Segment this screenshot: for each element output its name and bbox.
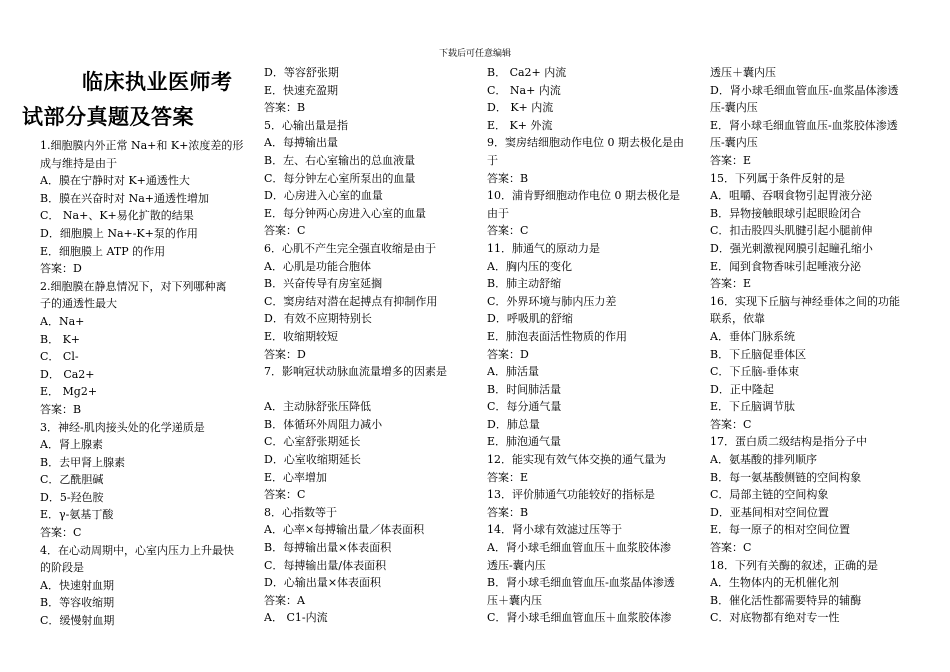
text-line: B． Ca2+ 内流	[487, 66, 567, 79]
text-line: A．每搏输出量	[264, 136, 338, 150]
text-line: A．胸内压的变化	[487, 259, 572, 273]
text-line: 2.细胞膜在静息情况下，对下列哪种离	[40, 279, 227, 293]
text-line: D．心室收缩期延长	[264, 453, 361, 467]
text-line: D．5-羟色胺	[40, 490, 104, 504]
text-line: 7．影响冠状动脉血流量增多的因素是	[264, 365, 447, 379]
text-line: 17．蛋白质二级结构是指分子中	[710, 435, 867, 449]
text-line: E．每一原子的相对空间位置	[710, 523, 851, 537]
text-line: D．正中隆起	[710, 382, 774, 396]
text-line: A．生物体内的无机催化剂	[710, 576, 839, 590]
text-line: 答案：A	[264, 593, 305, 607]
text-line: 答案：C	[264, 224, 306, 238]
text-line: 联系，依靠	[710, 312, 765, 326]
text-line: 1.细胞膜内外正常 Na+和 K+浓度差的形	[40, 139, 244, 152]
text-line: E．肾小球毛细血管血压-血浆胶体渗透	[710, 118, 898, 132]
text-line: E．肺泡表面活性物质的作用	[487, 329, 628, 343]
text-line: E． K+ 外流	[487, 118, 553, 132]
page-header: 下载后可任意编辑	[438, 49, 511, 59]
text-line: A．肾上腺素	[40, 438, 103, 452]
text-line: E．闻到食物香味引起唾液分泌	[710, 259, 862, 273]
text-line: 压-囊内压	[710, 101, 758, 115]
text-line: E．细胞膜上 ATP 的作用	[40, 244, 166, 258]
text-line: 答案：C	[264, 488, 306, 502]
text-line: 13．评价肺通气功能较好的指标是	[487, 488, 655, 502]
text-line: C．每搏输出量/体表面积	[264, 558, 387, 572]
text-line: 5．心输出量是指	[264, 118, 348, 132]
text-line: D．心房进入心室的血量	[264, 189, 383, 203]
text-line: C．下丘脑-垂体束	[710, 365, 800, 379]
text-line: E． Mg2+	[40, 385, 98, 399]
text-line: 6．心肌不产生完全强直收缩是由于	[264, 241, 436, 255]
text-line: B．每一氨基酸侧链的空间构象	[710, 470, 862, 484]
text-line: 9．窦房结细胞动作电位 0 期去极化是由	[487, 136, 684, 150]
text-line: C． Cl-	[40, 350, 79, 364]
text-line: B．异物接触眼球引起眼睑闭合	[710, 206, 862, 220]
text-line: B．每搏输出量×体表面积	[264, 541, 392, 555]
text-line: 的阶段是	[40, 561, 84, 575]
text-line: 18．下列有关酶的叙述，正确的是	[710, 558, 878, 572]
text-line: 答案：D	[264, 347, 306, 361]
text-line: 答案：D	[40, 262, 82, 276]
text-line: E．心率增加	[264, 470, 328, 484]
text-line: A．咀嚼、吞咽食物引起胃液分泌	[710, 189, 872, 203]
text-line: A．氨基酸的排列顺序	[710, 453, 817, 467]
text-line: A．主动脉舒张压降低	[264, 400, 371, 414]
text-line: 压-囊内压	[710, 136, 758, 150]
text-line	[264, 381, 489, 399]
text-line: 10．浦肯野细胞动作电位 0 期去极化是	[487, 189, 680, 203]
document-title-line-1: 临床执业医师考	[82, 70, 233, 94]
text-line: B．等容收缩期	[40, 596, 115, 610]
text-column-4	[710, 64, 935, 627]
text-line: A．Na+	[40, 314, 85, 328]
document-title-line-2: 试部分真题及答案	[22, 105, 194, 129]
text-line: 14．肾小球有效滤过压等于	[487, 523, 622, 537]
text-line: 透压＋囊内压	[710, 66, 776, 79]
text-line: 压＋囊内压	[487, 593, 542, 607]
text-line: C． Na+、K+易化扩散的结果	[40, 209, 194, 223]
text-line: D．呼吸肌的舒缩	[487, 312, 573, 326]
text-line: 于	[487, 153, 498, 167]
text-line: 4．在心动周期中，心室内压力上升最快	[40, 543, 234, 557]
text-line: B．去甲肾上腺素	[40, 455, 126, 469]
text-line: C．心室舒张期延长	[264, 435, 361, 449]
text-line: 答案：E	[710, 277, 752, 291]
text-line: D．肺总量	[487, 417, 540, 431]
text-line: A．肺活量	[487, 365, 539, 379]
text-line: D．亚基间相对空间位置	[710, 505, 829, 519]
text-line: 成与维持是由于	[40, 156, 117, 170]
text-line: C．每分通气量	[487, 400, 562, 414]
text-line: E．收缩期较短	[264, 329, 339, 343]
text-line: 答案：C	[710, 541, 752, 555]
text-line: 8．心指数等于	[264, 505, 337, 519]
text-line: D．细胞膜上 Na+-K+泵的作用	[40, 226, 198, 240]
text-line: C．缓慢射血期	[40, 614, 115, 628]
text-line: 12．能实现有效气体交换的通气量为	[487, 453, 666, 467]
text-line: C．扣击股四头肌腱引起小腿前伸	[710, 224, 873, 238]
text-line: 答案：E	[710, 153, 752, 167]
text-line: 答案：E	[487, 470, 529, 484]
text-line: C．窦房结对潜在起搏点有抑制作用	[264, 294, 438, 308]
text-line: C．乙酰胆碱	[40, 473, 104, 487]
text-line: 答案：B	[40, 402, 82, 416]
text-line: 透压-囊内压	[487, 558, 546, 572]
text-line: A．膜在宁静时对 K+通透性大	[40, 174, 190, 188]
text-line: B．催化活性都需要特异的辅酶	[710, 593, 862, 607]
text-line: B．时间肺活量	[487, 382, 562, 396]
text-line: 答案：B	[264, 101, 306, 115]
text-line: A．垂体门脉系统	[710, 329, 795, 343]
text-line: A．肾小球毛细血管血压＋血浆胶体渗	[487, 541, 671, 555]
text-line: 由于	[487, 206, 509, 220]
text-line: D．有效不应期特别长	[264, 312, 372, 326]
text-column-2	[264, 64, 489, 627]
text-line: B． K+	[40, 332, 81, 346]
text-line: B．肾小球毛细血管血压-血浆晶体渗透	[487, 576, 675, 590]
text-line: 答案：C	[487, 224, 529, 238]
text-line: 3．神经-肌肉接头处的化学递质是	[40, 420, 205, 434]
text-line: 16．实现下丘脑与神经垂体之间的功能	[710, 294, 900, 308]
text-line: A．心肌是功能合胞体	[264, 259, 371, 273]
text-line: 15．下列属于条件反射的是	[710, 171, 845, 185]
text-line: C．肾小球毛细血管血压＋血浆胶体渗	[487, 611, 672, 625]
text-line: 答案：B	[487, 171, 529, 185]
text-line: B．肺主动舒缩	[487, 277, 562, 291]
text-line: A． C1-内流	[264, 611, 328, 625]
text-line: D． Ca2+	[40, 367, 95, 381]
text-line: B．膜在兴奋时对 Na+通透性增加	[40, 191, 209, 205]
text-line: 答案：B	[487, 505, 529, 519]
text-line: C．外界环境与肺内压力差	[487, 294, 617, 308]
text-line: C．每分钟左心室所泵出的血量	[264, 171, 416, 185]
text-line: 答案：C	[40, 526, 82, 540]
text-line: D．等容舒张期	[264, 66, 339, 79]
text-line: C． Na+ 内流	[487, 83, 561, 97]
text-line: E．肺泡通气量	[487, 435, 562, 449]
text-line: C．局部主链的空间构象	[710, 488, 829, 502]
text-line: D． K+ 内流	[487, 101, 554, 115]
text-line: 答案：D	[487, 347, 529, 361]
text-line: E．快速充盈期	[264, 83, 339, 97]
text-line: B．左、右心室输出的总血液量	[264, 153, 416, 167]
text-line: B．兴奋传导有房室延搁	[264, 277, 383, 291]
text-line: A．心率×每搏输出量／体表面积	[264, 523, 425, 537]
text-line: E．每分钟两心房进入心室的血量	[264, 206, 427, 220]
text-line: B．下丘脑促垂体区	[710, 347, 807, 361]
text-line: D．强光刺激视网膜引起瞳孔缩小	[710, 241, 873, 255]
text-line: C．对底物都有绝对专一性	[710, 611, 840, 625]
text-column-1	[40, 137, 250, 630]
text-line: 子的通透性最大	[40, 297, 117, 311]
text-line: E．下丘脑调节肽	[710, 400, 796, 414]
text-line: 答案：C	[710, 417, 752, 431]
text-column-3	[487, 64, 712, 627]
text-line: 11．肺通气的原动力是	[487, 241, 600, 255]
text-line: B．体循环外周阻力减小	[264, 417, 383, 431]
text-line: D．心输出量×体表面积	[264, 576, 382, 590]
text-line: A．快速射血期	[40, 578, 114, 592]
text-line: E．γ-氨基丁酸	[40, 508, 114, 522]
text-line: D．肾小球毛细血管血压-血浆晶体渗透	[710, 83, 899, 97]
